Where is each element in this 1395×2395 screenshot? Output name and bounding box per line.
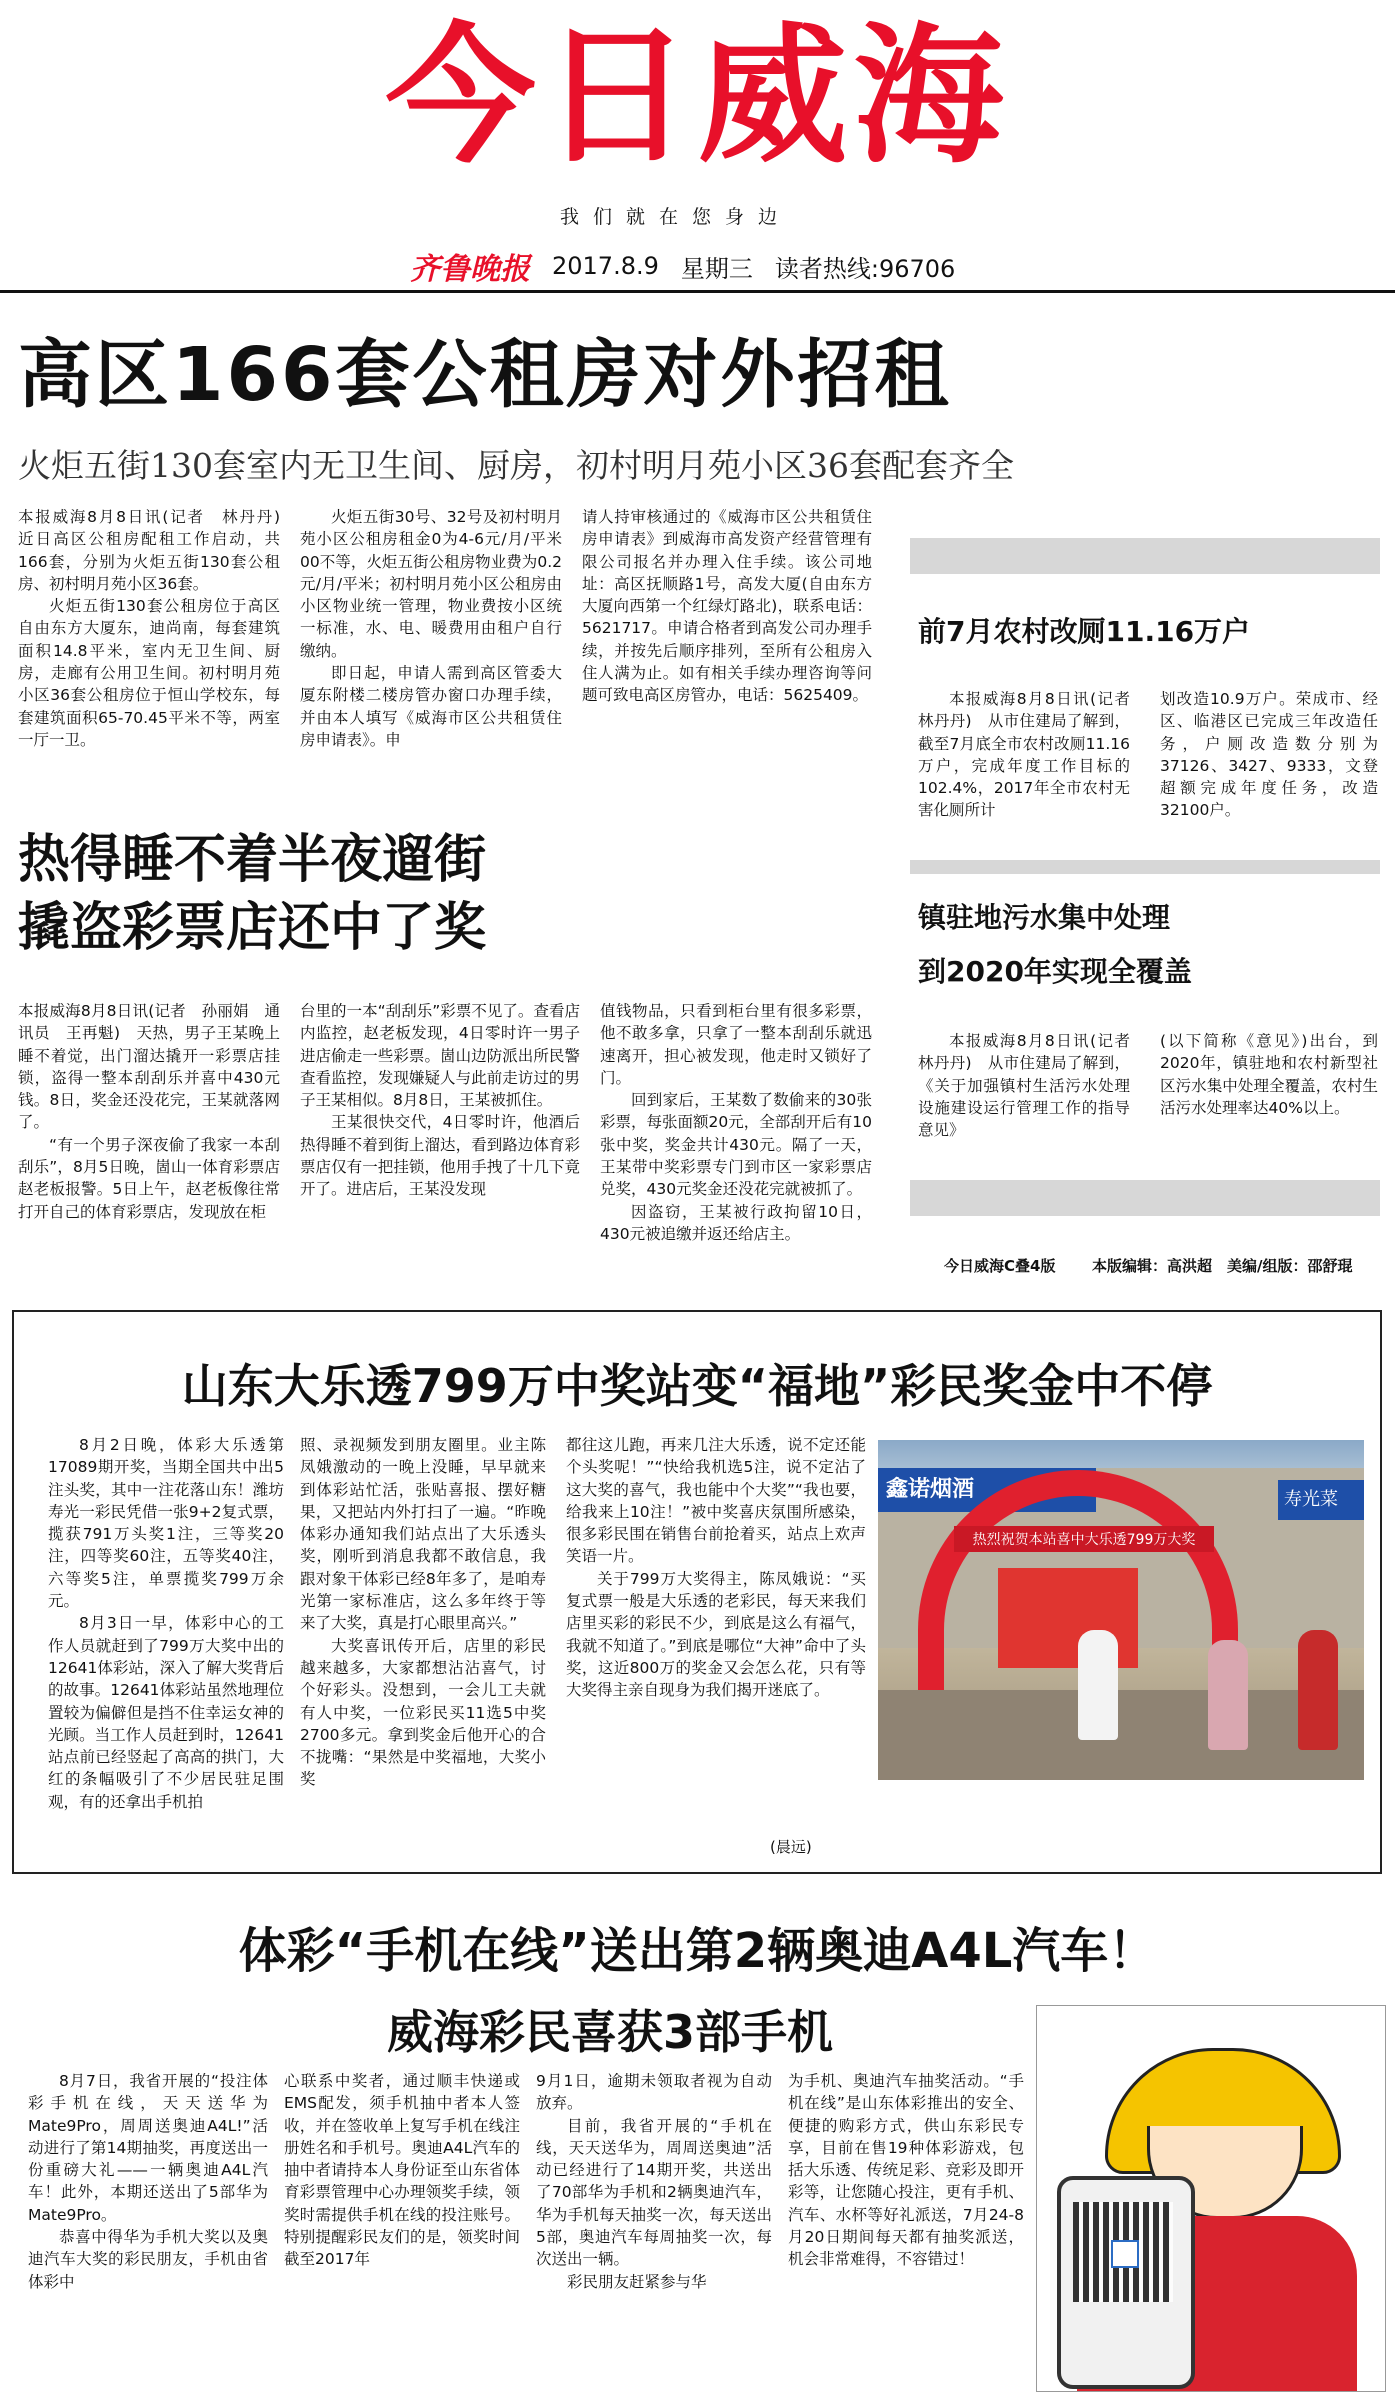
article3-paragraph: 8月2日晚，体彩大乐透第17089期开奖，当期全国共中出5注头奖，其中一注花落山东！潍坊寿光一彩民凭借一张9+2复式票，揽获791万头奖1注，三等奖20注，四等奖60注，五等奖40注，六等奖5注，单票揽奖799万余元。 [48,1436,284,1611]
article1-headline: 高区166套公租房对外招租 [18,332,952,418]
article2-column-2 [300,1000,580,1201]
article3-paragraph: 都往这儿跑，再来几注大乐透，说不定还能个头奖呢！”“快给我机选5注，说不定沾了这大奖的喜气，我也能中个大奖”“我也要，给我来上10注！”被中奖喜庆氛围所感染，很多彩民围在销售台前抢着买，站点上欢声笑语一片。 [566,1436,866,1566]
article2-column-1 [18,1000,280,1223]
article1-column-2 [300,506,562,751]
sidebar-item1-column-2 [1160,688,1378,822]
sidebar-item2-column-2 [1160,1030,1378,1119]
paper-name-logo: 齐鲁晚报 [410,252,530,287]
arch-banner-text: 热烈祝贺本站喜中大乐透799万大奖 [954,1526,1214,1552]
article3-paragraph: 8月3日一早，体彩中心的工作人员就赶到了799万大奖中出的12641体彩站，深入了解大奖背后的故事。12641体彩站虽然地理位置较为偏僻但是挡不住幸运女神的光顾。当工作人员赶到时，12641站点前已经竖起了高高的拱门，大红的条幅吸引了不少居民驻足围观，有的还拿出手机拍 [48,1614,284,1811]
article3-column-3 [566,1434,866,1702]
article4-column-3 [536,2070,772,2293]
article3-byline: (晨远) [770,1838,812,1856]
article4-column-2 [284,2070,520,2271]
article1-paragraph: 火炬五街30号、32号及初村明月苑小区公租房租金0为4-6元/月/平米00不等，火炬五街公租房物业费为0.2元/月/平米；初村明月苑小区公租房由小区物业统一管理，物业费按小区统一标准，水、电、暖费用由租户自行缴纳。 [300,508,562,660]
qr-center-logo-icon [1111,2240,1139,2268]
sidebar-item1-column-1 [918,688,1146,822]
article2-paragraph: 王某很快交代，4日零时许，他酒后热得睡不着到街上溜达，看到路边体育彩票店仅有一把挂锁，他用手拽了十几下竟开了。进店后，王某没发现 [300,1113,580,1199]
person-red-shirt [1298,1630,1338,1750]
reader-hotline: 读者热线:96706 [774,254,956,283]
article3-paragraph: 关于799万大奖得主，陈凤娥说：“买复式票一般是大乐透的老彩民，每天来我们店里买彩的彩民不少，到底是这么有福气，我就不知道了。”到底是哪位“大神”命中了头奖，这近800万的奖金又会怎么花，只有等大奖得主亲自现身为我们揭开迷底了。 [566,1569,866,1700]
article2-paragraph: 台里的一本“刮刮乐”彩票不见了。查看店内监控，赵老板发现，4日零时许一男子进店偷走一些彩票。崮山边防派出所民警查看监控，发现嫌疑人与此前走访过的男子王某相似。8月8日，王某被抓住。 [300,1002,580,1110]
article1-paragraph: 本报威海8月8日讯(记者 林丹丹) 近日高区公租房配租工作启动，共166套，分别为火炬五街130套公租房、初村明月苑小区36套。 [18,508,296,593]
article4-column-1 [28,2070,268,2293]
mobile-lottery-illustration [1036,2005,1386,2392]
article3-column-2 [300,1434,546,1791]
sidebar-paragraph: 划改造10.9万户。荣成市、经区、临港区已完成三年改造任务，户厕改造数分别为37126、3427、9333，文登超额完成年度任务，改造32100户。 [1160,690,1378,820]
article1-paragraph: 即日起，申请人需到高区管委大厦东附楼二楼房管办窗口办理手续，并由本人填写《威海市区公共租赁住房申请表》。申 [300,664,562,749]
article2-column-3 [600,1000,872,1245]
sidebar-paragraph: (以下简称《意见》)出台，到2020年，镇驻地和农村新型社区污水集中处理全覆盖，农村生活污水处理率达40%以上。 [1160,1032,1378,1117]
article4-subhead: 威海彩民喜获3部手机 [386,2005,833,2059]
article4-paragraph: 恭喜中得华为手机大奖以及奥迪汽车大奖的彩民朋友，手机由省体彩中 [28,2228,268,2291]
shop-sign-right: 寿光菜 [1278,1480,1364,1520]
issue-weekday: 星期三 [680,254,753,283]
issue-date: 2017.8.9 [552,252,659,280]
sidebar-paragraph: 本报威海8月8日讯(记者 林丹丹) 从市住建局了解到，截至7月底全市农村改厕11.16万户，完成年度工作目标的102.4%，2017年全市农村无害化厕所计 [918,690,1146,820]
shop-sign: 鑫诺烟酒 [878,1468,1096,1512]
article2-paragraph: “有一个男子深夜偷了我家一本刮刮乐”，8月5日晚，崮山一体育彩票店赵老板报警。5日上午，赵老板像往常打开自己的体育彩票店，发现放在柜 [18,1135,280,1221]
article4-headline: 体彩“手机在线”送出第2辆奥迪A4L汽车！ [238,1923,1157,1979]
article1-column-3 [582,506,872,707]
masthead-infobar [410,244,955,288]
article4-paragraph: 8月7日，我省开展的“投注体彩手机在线，天天送华为Mate9Pro，周周送奥迪A4L!”活动进行了第14期抽奖，再度送出一份重磅大礼——一辆奥迪A4L汽车！此外，本期还送出了5部华为Mate9Pro。 [28,2072,268,2224]
article1-paragraph: 火炬五街130套公租房位于高区自由东方大厦东，迪尚南，每套建筑面积14.8平米，室内无卫生间、厨房，走廊有公用卫生间。初村明月苑小区36套公租房位于恒山学校东，每套建筑面积65-70.45平米不等，两室一厅一卫。 [18,597,280,749]
article4-paragraph: 9月1日，逾期未领取者视为自动放弃。 [536,2072,772,2113]
article1-deck: 火炬五街130套室内无卫生间、厨房，初村明月苑小区36套配套齐全 [18,446,1014,485]
article3-paragraph: 照、录视频发到朋友圈里。业主陈凤娥激动的一晚上没睡，早早就来到体彩站忙活，张贴喜报、摆好糖果，又把站内外打扫了一遍。“昨晚体彩办通知我们站点出了大乐透头奖，刚听到消息我都不敢信息，我跟对象干体彩已经8年多了，是咱寿光第一家标准店，这么多年终于等来了大奖，真是打心眼里高兴。” [300,1436,546,1633]
sidebar-item2-column-1 [918,1030,1146,1141]
sidebar-item2-title-line2: 到2020年实现全覆盖 [918,955,1192,988]
sidebar-band-middle [910,860,1380,874]
article4-paragraph: 心联系中奖者，通过顺丰快递或EMS配发，须手机抽中者本人签收，并在签收单上复写手机在线注册姓名和手机号。奥迪A4L汽车的抽中者请持本人身份证至山东省体育彩票管理中心办理领奖手续，领奖时需提供手机在线的投注账号。特别提醒彩民友们的是，领奖时间截至2017年 [284,2072,520,2269]
article3-column-1 [48,1434,284,1813]
person-striped-shirt [1208,1640,1248,1750]
article2-paragraph: 值钱物品，只看到柜台里有很多彩票，他不敢多拿，只拿了一整本刮刮乐就迅速离开，担心被发现，他走时又锁好了门。 [600,1002,872,1087]
article2-headline-line2: 撬盗彩票店还中了奖 [18,898,487,958]
article3-headline: 山东大乐透799万中奖站变“福地”彩民奖金中不停 [181,1359,1213,1413]
lottery-station-photo [878,1440,1364,1780]
article4-paragraph: 目前，我省开展的“手机在线，天天送华为，周周送奥迪”活动已经进行了14期开奖，共送出了70部华为手机和2辆奥迪汽车，华为手机每天抽奖一次，每天送出5部，奥迪汽车每周抽奖一次，每次送出一辆。 [536,2116,772,2269]
article4-column-4 [788,2070,1024,2271]
footer-editor: 本版编辑：高洪超 美编/组版：邵舒琨 [1092,1257,1353,1275]
footer-edition: 今日威海C叠4版 [944,1257,1056,1275]
sidebar-item2-title-line1: 镇驻地污水集中处理 [918,901,1171,934]
article2-paragraph: 因盗窃，王某被行政拘留10日，430元被追缴并返还给店主。 [600,1202,872,1243]
person-white-shirt [1078,1630,1118,1740]
article4-paragraph: 彩民朋友赶紧参与华 [567,2272,707,2291]
masthead-rule [0,290,1395,293]
masthead-slogan: 我们就在您身边 [560,206,792,228]
masthead-title: 今日威海 [385,10,1010,184]
article1-column-1 [18,506,296,751]
article2-paragraph: 回到家后，王某数了数偷来的30张彩票，每张面额20元，全部刮开后有10张中奖，奖金共计430元。隔了一天，王某带中奖彩票专门到市区一家彩票店兑奖，430元奖金还没花完就被抓了。 [600,1091,872,1199]
sidebar-band-bottom [910,1180,1380,1216]
article3-paragraph: 大奖喜讯传开后，店里的彩民越来越多，大家都想沾沾喜气，讨个好彩头。没想到，一会儿工夫就有人中奖，一位彩民买11选5中奖2700多元。拿到奖金后他开心的合不拢嘴：“果然是中奖福地，大奖小奖 [300,1636,546,1789]
pavement [878,1690,1364,1780]
article1-paragraph: 请人持审核通过的《威海市区公共租赁住房申请表》到威海市高发资产经营管理有限公司报名并办理入住手续。该公司地址：高区抚顺路1号，高发大厦(自由东方大厦向西第一个红绿灯路北)，联系电话：5621717。申请合格者到高发公司办理手续，并按先后顺序排列，至所有公租房入住人满为止。如有相关手续办理咨询等问题可致电高区房管办，电话：5625409。 [582,508,872,705]
article4-paragraph: 为手机、奥迪汽车抽奖活动。“手机在线”是山东体彩推出的安全、便捷的购彩方式，供山东彩民专享，目前在售19种体彩游戏，包括大乐透、传统足彩、竞彩及即开彩等，让您随心投注，更有手机、汽车、水杯等好礼派送，7月24-8月20日期间每天都有抽奖派送，机会非常难得，不容错过！ [788,2072,1024,2269]
article2-headline-line1: 热得睡不着半夜遛街 [18,830,487,890]
sidebar-item1-title: 前7月农村改厕11.16万户 [918,615,1251,648]
sidebar-paragraph: 本报威海8月8日讯(记者 林丹丹) 从市住建局了解到，《关于加强镇村生活污水处理设施建设运行管理工作的指导意见》 [918,1032,1146,1140]
sidebar-band-top [910,538,1380,574]
article2-paragraph: 本报威海8月8日讯(记者 孙丽娟 通讯员 王再魁) 天热，男子王某晚上睡不着觉，出门溜达撬开一彩票店挂锁，盗得一整本刮刮乐并喜中430元钱。8日，奖金还没花完，王某就落网了。 [18,1002,280,1132]
